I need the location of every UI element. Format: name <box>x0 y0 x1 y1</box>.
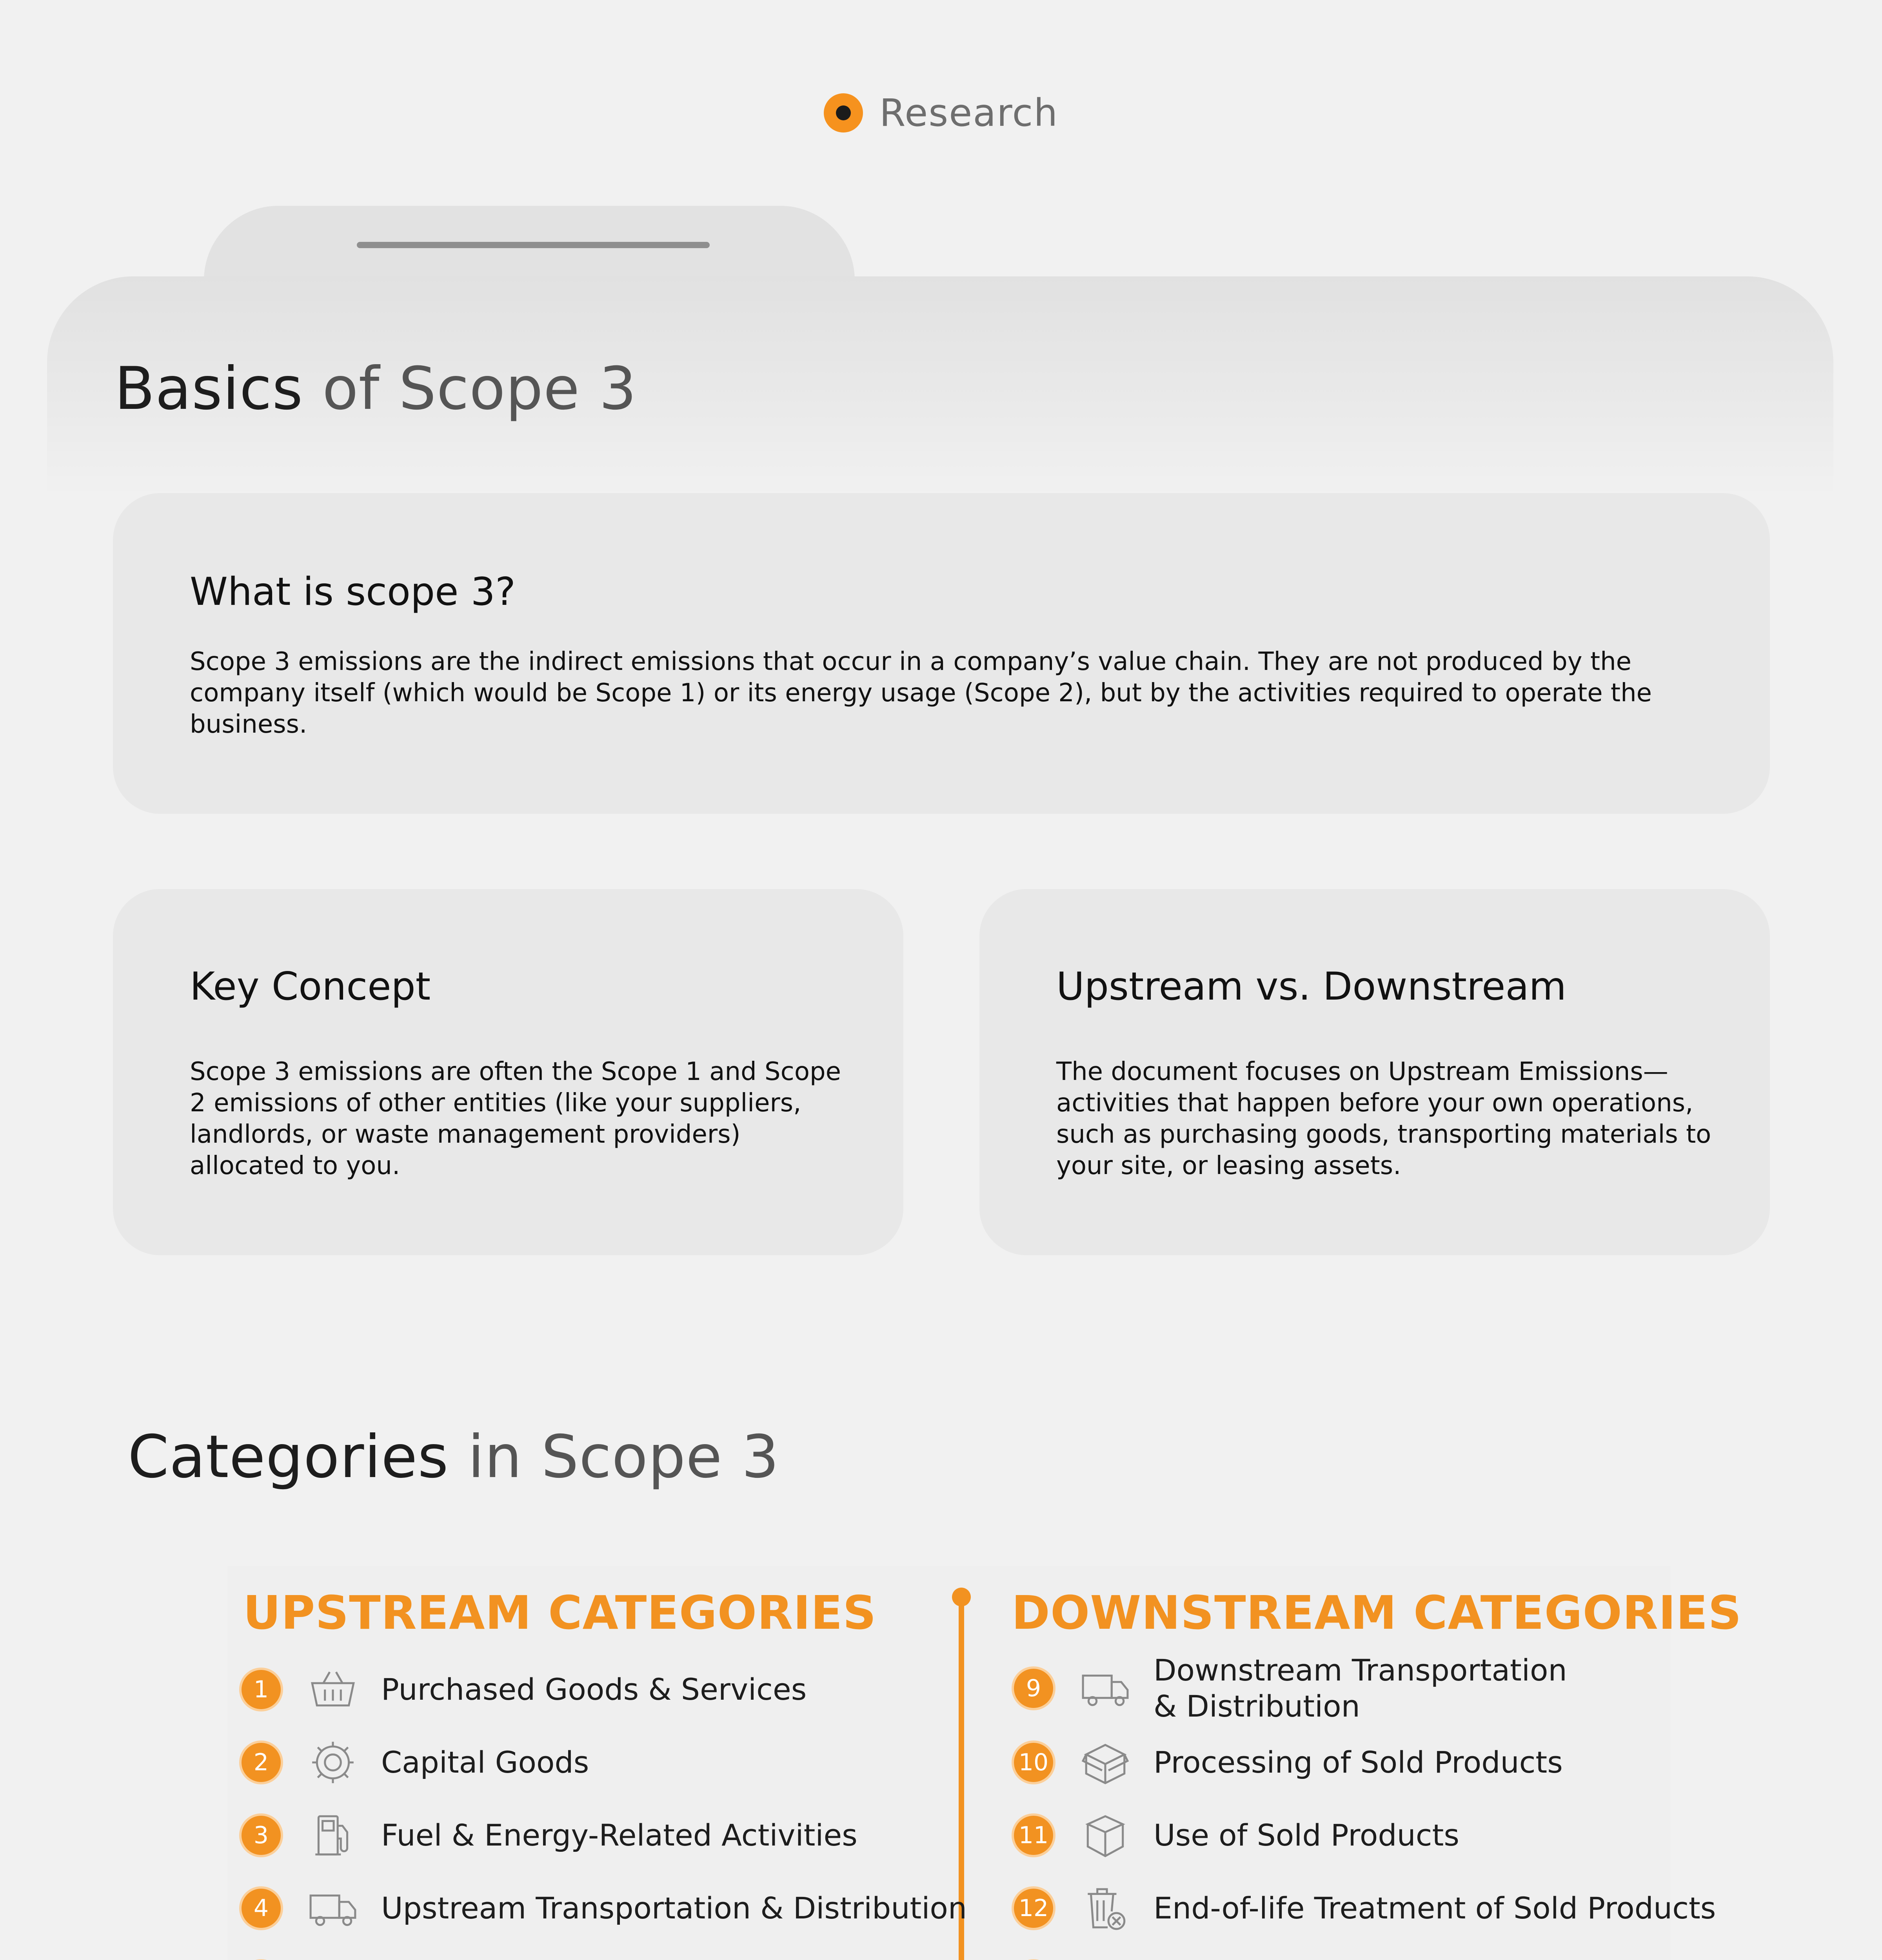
truck-icon <box>1076 1663 1135 1714</box>
category-number: 2 <box>239 1740 283 1784</box>
categories-panel <box>227 1566 1742 1960</box>
upstream-heading: UPSTREAM CATEGORIES <box>243 1586 877 1640</box>
folder-handle <box>357 242 710 248</box>
category-label-line2: & Distribution <box>1154 1689 1360 1724</box>
category-label: End-of-life Treatment of Sold Products <box>1154 1891 1716 1926</box>
category-item-13 <box>1012 1956 1564 1960</box>
fuel-pump-icon <box>303 1810 362 1861</box>
gear-icon <box>303 1737 362 1788</box>
category-item-10 <box>1012 1737 1563 1788</box>
category-label: Upstream Transportation & Distribution <box>381 1891 967 1926</box>
category-number: 12 <box>1012 1886 1055 1930</box>
card-body: The document focuses on Upstream Emissions—activities that happen before your own operations, such as purchasing goods, transporting materials to your site, or leasing assets. <box>1056 1057 1711 1180</box>
category-label: Processing of Sold Products <box>1154 1745 1563 1780</box>
box-icon <box>1076 1810 1135 1861</box>
categories-title <box>128 1423 779 1491</box>
basics-title-light: of Scope 3 <box>322 355 637 423</box>
category-item-5 <box>239 1956 850 1960</box>
divider-dot <box>952 1588 971 1606</box>
category-number: 1 <box>239 1668 283 1711</box>
card-title: Key Concept <box>190 964 431 1009</box>
trash-x-icon <box>1076 1883 1135 1934</box>
card-body: Scope 3 emissions are the indirect emissions that occur in a company’s value chain. They are not produced by the company itself (which would be Scope 1) or its energy usage (Scope 2), but by the activities required to operate the business. <box>190 647 1652 739</box>
card-body: Scope 3 emissions are often the Scope 1 and Scope 2 emissions of other entities (like your suppliers, landlords, or waste management providers) allocated to you. <box>190 1057 841 1180</box>
key-concept-card <box>113 889 903 1255</box>
truck-icon <box>303 1883 362 1934</box>
card-title: Upstream vs. Downstream <box>1056 964 1566 1009</box>
category-item-2 <box>239 1737 589 1788</box>
category-label: Purchased Goods & Services <box>381 1672 807 1707</box>
open-box-icon <box>1076 1737 1135 1788</box>
category-label: Capital Goods <box>381 1745 589 1780</box>
building-icon <box>1076 1956 1135 1960</box>
record-dot-icon <box>824 93 863 132</box>
category-label-line1: Downstream Transportation <box>1154 1653 1567 1688</box>
upstream-downstream-card <box>979 889 1770 1255</box>
what-is-scope3-card <box>113 493 1770 814</box>
category-number: 3 <box>239 1813 283 1857</box>
category-item-9 <box>1012 1652 1567 1724</box>
basics-title <box>114 355 637 423</box>
category-label <box>1154 1652 1567 1724</box>
category-item-11 <box>1012 1810 1459 1861</box>
basics-title-dark: Basics <box>114 355 303 423</box>
section-label-text: Research <box>879 91 1059 135</box>
basket-icon <box>303 1664 362 1715</box>
category-item-12 <box>1012 1883 1716 1934</box>
section-label <box>0 91 1882 135</box>
category-label: Use of Sold Products <box>1154 1818 1459 1853</box>
category-number: 9 <box>1012 1666 1055 1710</box>
category-number: 4 <box>239 1886 283 1930</box>
categories-title-light: in Scope 3 <box>468 1423 779 1491</box>
card-title: What is scope 3? <box>190 570 516 614</box>
trash-icon <box>303 1956 362 1960</box>
category-number: 10 <box>1012 1740 1055 1784</box>
category-item-3 <box>239 1810 857 1861</box>
category-item-1 <box>239 1664 807 1715</box>
category-number: 11 <box>1012 1813 1055 1857</box>
categories-title-dark: Categories <box>128 1423 449 1491</box>
category-item-4 <box>239 1883 967 1934</box>
category-label: Fuel & Energy-Related Activities <box>381 1818 857 1853</box>
downstream-heading: DOWNSTREAM CATEGORIES <box>1012 1586 1742 1640</box>
